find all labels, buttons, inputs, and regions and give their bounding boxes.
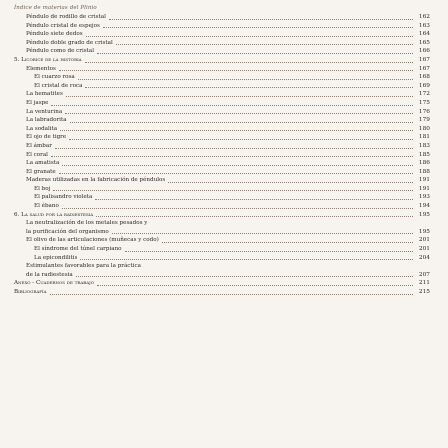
dot-leader — [78, 78, 413, 80]
toc-entry-title: El ámbar — [26, 142, 52, 149]
toc-entry-title: El cristal de roca — [34, 82, 83, 89]
dot-leader — [59, 172, 413, 174]
toc-entry — [14, 159, 430, 168]
toc-entry — [14, 47, 430, 56]
toc-entry — [14, 228, 430, 237]
toc-chapter — [14, 288, 430, 297]
toc-entry-title: La sodalita — [26, 125, 58, 132]
toc-entry-page: 162 — [418, 14, 430, 20]
toc-entry — [14, 133, 430, 142]
toc-entry-title: Anexo - Cuadernos de trabajo — [14, 280, 94, 287]
toc-entry — [14, 151, 430, 160]
toc-entry-page: 172 — [418, 91, 430, 98]
toc-entry-page: 186 — [418, 160, 430, 167]
toc-entry-title: Elementos — [26, 65, 56, 72]
toc-entry — [14, 219, 430, 228]
dot-leader — [162, 241, 413, 243]
dot-leader — [62, 164, 413, 166]
dot-leader — [95, 198, 413, 200]
dot-leader — [85, 61, 413, 63]
toc-entry — [14, 202, 430, 211]
toc-entry — [14, 254, 430, 263]
toc-entry-page: 195 — [418, 228, 430, 235]
running-header: Índice de materias del Plinio — [14, 5, 97, 11]
toc-entry-page: 204 — [418, 254, 430, 261]
toc-entry-title: El cuarzo rosa — [34, 74, 75, 81]
toc-entry-page: 165 — [418, 39, 430, 46]
toc-entry — [14, 125, 430, 134]
dot-leader — [125, 250, 413, 252]
dot-leader — [97, 52, 413, 54]
toc-entry-page: 215 — [418, 289, 430, 295]
toc-entry-page: 180 — [418, 125, 430, 132]
toc-entry-page: 176 — [418, 108, 430, 115]
toc-entry-page: 169 — [418, 82, 430, 89]
toc-entry-page: 191 — [418, 177, 430, 184]
toc-entry-title: la purificación del organismo — [26, 228, 109, 235]
toc-chapter — [14, 279, 430, 288]
toc-entry — [14, 39, 430, 48]
dot-leader — [62, 207, 413, 209]
toc-entry-title: El ojo de tigre — [26, 134, 67, 141]
table-of-contents — [14, 13, 430, 297]
toc-entry — [14, 82, 430, 91]
toc-entry — [14, 108, 430, 117]
toc-entry-page: 185 — [418, 151, 430, 158]
toc-entry-title: 5. Licorice de la historia — [14, 56, 82, 63]
toc-entry-title: El granate — [26, 168, 56, 175]
toc-entry-title: Bibliografía — [14, 289, 47, 295]
dot-leader — [66, 95, 413, 97]
dot-leader — [55, 147, 413, 149]
toc-entry-page: 181 — [418, 134, 430, 141]
toc-entry — [14, 245, 430, 254]
dot-leader — [85, 86, 413, 88]
toc-entry-page: 195 — [418, 211, 430, 218]
toc-entry-page: 191 — [418, 185, 430, 192]
toc-entry-title: La venturina — [26, 108, 63, 115]
dot-leader — [51, 155, 413, 157]
toc-entry-title: La labradorita — [26, 117, 67, 124]
toc-entry-title: Maderas utilizadas en la fabricación de péndulos — [26, 177, 166, 184]
toc-entry-title: La epicondilitis — [34, 254, 78, 261]
toc-entry — [14, 176, 430, 185]
toc-entry-page: 163 — [418, 22, 430, 29]
toc-entry-title: El palisandro violeta — [34, 194, 93, 201]
toc-entry-title: La neutralización de los metales pesados y — [26, 220, 148, 227]
dot-leader — [109, 18, 413, 20]
toc-entry-page: 179 — [418, 117, 430, 124]
toc-entry-title: El síndrome del túnel carpiano — [34, 246, 122, 253]
toc-entry — [14, 90, 430, 99]
toc-entry-title: 6. La salud por la radiestesia — [14, 211, 94, 218]
dot-leader — [69, 138, 413, 140]
toc-entry-title: Péndulo doble grado de cristal — [26, 39, 113, 46]
toc-entry-page: 167 — [418, 65, 430, 72]
toc-entry-title: La hematites — [26, 91, 63, 98]
toc-entry — [14, 22, 430, 31]
dot-leader — [116, 43, 413, 45]
toc-entry-title: El boj — [34, 185, 51, 192]
toc-chapter — [14, 211, 430, 220]
dot-leader — [97, 284, 413, 286]
toc-entry-title: El olivo de las articulaciones (muñecas y codo) — [26, 237, 159, 244]
dot-leader — [65, 112, 413, 114]
toc-chapter — [14, 56, 430, 65]
toc-entry — [14, 236, 430, 245]
dot-leader — [70, 121, 413, 123]
dot-leader — [60, 129, 413, 131]
dot-leader — [112, 232, 413, 234]
toc-entry-title: El jaspe — [26, 99, 49, 106]
dot-leader — [80, 258, 413, 260]
toc-entry — [14, 116, 430, 125]
toc-entry-page: 207 — [418, 271, 430, 278]
dot-leader — [59, 69, 413, 71]
toc-entry-title: La amatista — [26, 160, 60, 167]
toc-entry-title: Péndulo siete dedos — [26, 31, 83, 38]
toc-entry-page: 175 — [418, 99, 430, 106]
toc-entry-title: El coral — [26, 151, 48, 158]
dot-leader — [53, 189, 413, 191]
toc-entry — [14, 193, 430, 202]
toc-entry-page: 164 — [418, 31, 430, 38]
toc-entry-title: El ébano — [34, 203, 59, 210]
toc-entry-page: 201 — [418, 237, 430, 244]
toc-entry-page: 194 — [418, 203, 430, 210]
toc-entry-title: Estimulantes favorables para la práctica — [26, 263, 141, 270]
toc-entry — [14, 168, 430, 177]
toc-entry-page: 166 — [418, 48, 430, 55]
toc-entry — [14, 99, 430, 108]
dot-leader — [76, 275, 413, 277]
toc-entry-title: Péndulo cristal de espejos — [26, 22, 100, 29]
toc-entry-page: 201 — [418, 246, 430, 253]
dot-leader — [103, 26, 413, 28]
toc-entry-title: de la radiestesia — [26, 271, 73, 278]
dot-leader — [168, 181, 413, 183]
toc-entry — [14, 142, 430, 151]
toc-entry — [14, 185, 430, 194]
dot-leader — [86, 35, 413, 37]
dot-leader — [150, 225, 413, 226]
toc-entry-page: 167 — [418, 56, 430, 63]
dot-leader — [51, 104, 413, 106]
toc-entry — [14, 271, 430, 280]
toc-entry — [14, 13, 430, 22]
dot-leader — [50, 293, 414, 295]
toc-entry-page: 193 — [418, 194, 430, 201]
toc-entry-page: 188 — [418, 168, 430, 175]
toc-entry-title: Péndulo de rodillo de cristal — [26, 14, 106, 20]
toc-entry-page: 183 — [418, 142, 430, 149]
toc-entry-title: Péndulo como de cristal — [26, 48, 95, 55]
toc-entry — [14, 73, 430, 82]
toc-entry-page: 168 — [418, 74, 430, 81]
toc-entry — [14, 262, 430, 271]
dot-leader — [144, 268, 413, 269]
toc-entry-page: 211 — [418, 280, 430, 287]
toc-entry — [14, 30, 430, 39]
toc-entry — [14, 65, 430, 74]
dot-leader — [96, 215, 413, 217]
